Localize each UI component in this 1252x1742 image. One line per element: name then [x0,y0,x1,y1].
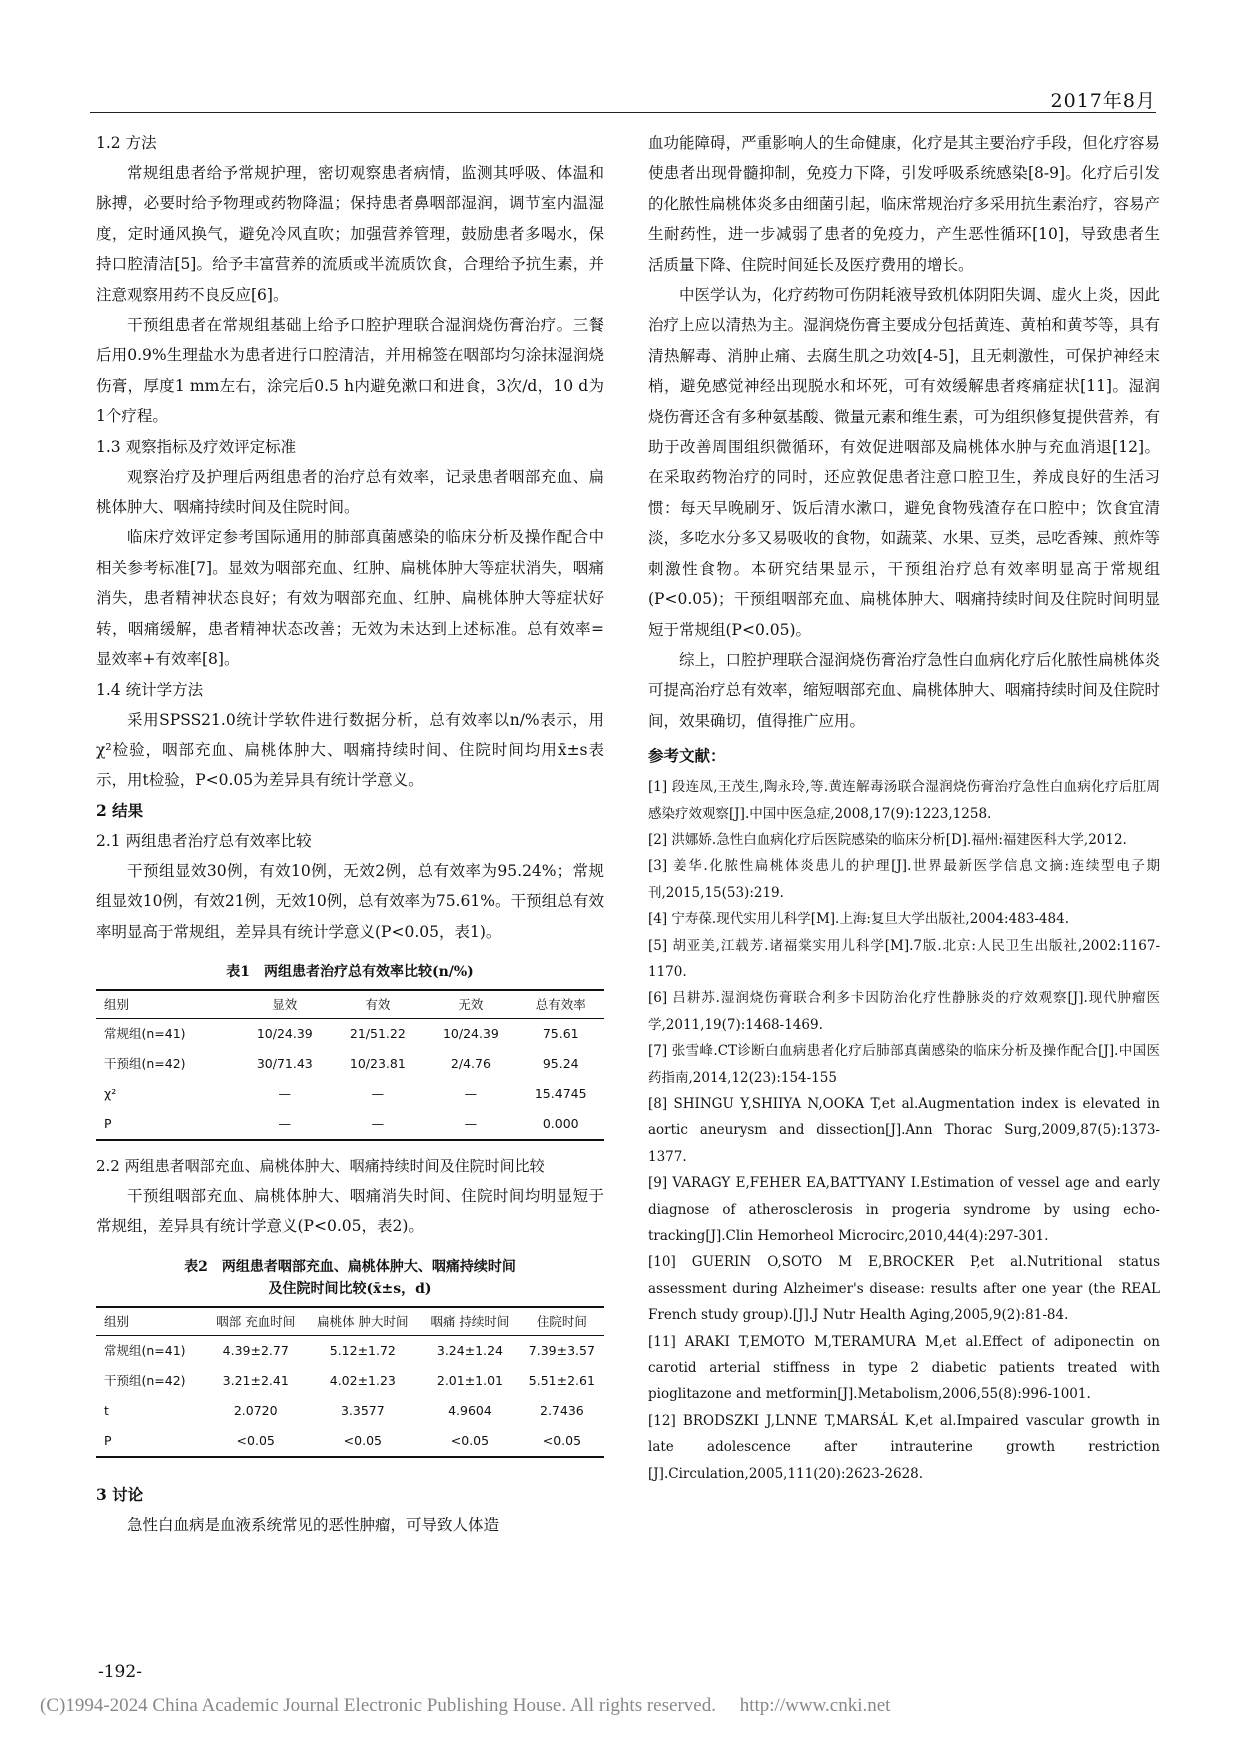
table-cell: 3.3577 [340,1402,385,1418]
table-1-header-cell: 总有效率 [517,990,604,1019]
table-cell: 常规组(n=41) [104,1025,186,1041]
references-title: 参考文献： [648,746,726,766]
table-cell: — [238,1109,331,1140]
table-2-header-cell: 咽痛 持续时间 [420,1307,520,1336]
table-row [96,1049,604,1079]
table-row [96,1396,604,1426]
table-cell: P [96,1109,238,1140]
copyright-notice: (C)1994-2024 China Academic Journal Electronic Publishing House. All rights reserved. http://www.cnki.net [40,1695,891,1716]
table-cell: 95.24 [542,1055,579,1071]
reference-item: [3] 姜华.化脓性扁桃体炎患儿的护理[J].世界最新医学信息文摘:连续型电子期刊,2015,15(53):219. [648,858,1160,901]
left-column [96,128,604,1540]
table-cell: 2.01±1.01 [436,1372,504,1388]
table-cell: 5.12±1.72 [329,1342,396,1358]
discussion-paragraph-continued: 血功能障碍，严重影响人的生命健康，化疗是其主要治疗手段，但化疗容易使患者出现骨髓抑制，免疫力下降，引发呼吸系统感染[8-9]。化疗后引发的化脓性扁桃体炎多由细菌引起，临床常规治疗多采用抗生素治疗，容易产生耐药性，进一步减弱了患者的免疫力，产生恶性循环[10]，导致患者生活质量下降、住院时间延长及医疗费用的增长。 [648,134,1160,274]
table-cell: — [278,1085,292,1101]
table-row [96,1018,604,1049]
section-1-3-title: 1.3 观察指标及疗效评定标准 [96,437,297,456]
discussion-paragraph-2: 中医学认为，化疗药物可伤阴耗液导致机体阴阳失调、虚火上炎，因此治疗上应以清热为主。湿润烧伤膏主要成分包括黄连、黄柏和黄芩等，具有清热解毒、消肿止痛、去腐生肌之功效[4-5]，且无刺激性，可保护神经末梢，避免感觉神经出现脱水和坏死，可有效缓解患者疼痛症状[11]。湿润烧伤膏还含有多种氨基酸、微量元素和维生素，可为组织修复提供营养，有助于改善周围组织微循环，有效促进咽部及扁桃体水肿与充血消退[12]。在采取药物治疗的同时，还应敦促患者注意口腔卫生，养成良好的生活习惯：每天早晚刷牙、饭后清水漱口，避免食物残渣存在口腔中；饮食宜清淡，多吃水分多又易吸收的食物，如蔬菜、水果、豆类，忌吃香辣、煎炸等刺激性食物。本研究结果显示，干预组治疗总有效率明显高于常规组(P<0.05)；干预组咽部充血、扁桃体肿大、咽痛持续时间及住院时间明显短于常规组(P<0.05)。 [648,286,1160,639]
section-1-2-paragraph-1: 常规组患者给予常规护理，密切观察患者病情，监测其呼吸、体温和脉搏，必要时给予物理或药物降温；保持患者鼻咽部湿润，调节室内温湿度，定时通风换气，避免冷风直吹；加强营养管理，鼓励患者多喝水，保持口腔清洁[5]。给予丰富营养的流质或半流质饮食，合理给予抗生素，并注意观察用药不良反应[6]。 [96,164,604,304]
header-rule [90,112,1156,113]
section-1-2-title: 1.2 方法 [96,134,157,152]
table-cell: 4.02±1.23 [329,1372,396,1388]
page-number: -192- [98,1662,142,1682]
section-1-3-paragraph-2: 临床疗效评定参考国际通用的肺部真菌感染的临床分析及操作配合中相关参考标准[7]。显效为咽部充血、红肿、扁桃体肿大等症状消失，咽痛消失，患者精神状态良好；有效为咽部充血、红肿、扁桃体肿大等症状好转，咽痛缓解，患者精神状态改善；无效为未达到上述标准。总有效率=显效率+有效率[8]。 [96,528,604,669]
section-1-3-paragraph-1: 观察治疗及护理后两组患者的治疗总有效率，记录患者咽部充血、扁桃体肿大、咽痛持续时间及住院时间。 [96,467,604,517]
table-cell: 2.0720 [233,1402,278,1418]
table-cell: — [371,1085,385,1101]
table-row [96,1079,604,1109]
table-2-header-cell: 组别 [96,1307,206,1336]
table-1-header-cell: 无效 [424,990,517,1019]
section-1-4-paragraph-1: 采用SPSS21.0统计学软件进行数据分析，总有效率以n/%表示，用χ²检验，咽部充血、扁桃体肿大、咽痛持续时间、住院时间均用x̄±s表示，用t检验，P<0.05为差异具有统计学意义。 [96,710,604,790]
right-column [648,128,1160,1487]
table-cell: 5.51±2.61 [528,1372,595,1388]
table-1-header-cell: 显效 [238,990,331,1019]
table-cell: 3.21±2.41 [222,1372,289,1388]
table-1 [96,989,604,1141]
table-cell: 10/24.39 [256,1025,313,1041]
table-cell: 干预组(n=42) [104,1055,186,1071]
section-2-1-title: 2.1 两组患者治疗总有效率比较 [96,831,312,850]
table-cell: <0.05 [206,1426,306,1457]
header-date: 2017年8月 [1050,90,1156,112]
table-1-caption: 表1 两组患者治疗总有效率比较(n/%) [226,963,474,980]
table-cell: 7.39±3.57 [528,1342,595,1358]
table-cell: 0.000 [517,1109,604,1140]
reference-item: [12] BRODSZKI J,LNNE T,MARSÁL K,et al.Impaired vascular growth in late adolescence after intrauterine growth restriction [J].Circulation,2005,111(20):2623-2628. [648,1412,1160,1482]
table-cell: P [96,1426,206,1457]
table-cell: — [464,1085,478,1101]
table-1-header-cell: 组别 [96,990,238,1019]
table-2-caption-line-1: 表2 两组患者咽部充血、扁桃体肿大、咽痛持续时间 [184,1258,516,1275]
table-cell: <0.05 [420,1426,520,1457]
table-row [96,1366,604,1396]
reference-item: [9] VARAGY E,FEHER EA,BATTYANY I.Estimation of vessel age and early diagnose of atherosclerosis in progeria syndrome by using echo-tracking[J].Clin Hemorheol Microcirc,2010,44(4):297-301. [648,1175,1160,1245]
reference-item: [2] 洪娜娇.急性白血病化疗后医院感染的临床分析[D].福州:福建医科大学,2012. [648,831,1127,848]
table-1-header-row [96,990,604,1019]
table-2 [96,1306,604,1458]
section-2-2-title: 2.2 两组患者咽部充血、扁桃体肿大、咽痛持续时间及住院时间比较 [96,1156,545,1175]
table-2-header-cell: 咽部 充血时间 [206,1307,306,1336]
section-1-2-paragraph-2: 干预组患者在常规组基础上给予口腔护理联合湿润烧伤膏治疗。三餐后用0.9%生理盐水为患者进行口腔清洁，并用棉签在咽部均匀涂抹湿润烧伤膏，厚度1 mm左右，涂完后0.5 h内避免漱口和进食，3次/d，10 d为1个疗程。 [96,316,604,426]
section-3-paragraph-1: 急性白血病是血液系统常见的恶性肿瘤，可导致人体造 [127,1515,500,1534]
table-2-header-cell: 扁桃体 肿大时间 [306,1307,421,1336]
section-2-1-paragraph-1: 干预组显效30例，有效10例，无效2例，总有效率为95.24%；常规组显效10例，有效21例，无效10例，总有效率为75.61%。干预组总有效率明显高于常规组，差异具有统计学意义(P<0.05，表1)。 [96,861,604,941]
table-cell: 30/71.43 [256,1055,313,1071]
section-2-title: 2 结果 [96,800,144,820]
table-cell: 常规组(n=41) [104,1342,186,1358]
reference-item: [1] 段连凤,王茂生,陶永玲,等.黄连解毒汤联合湿润烧伤膏治疗急性白血病化疗后肛周感染疗效观察[J].中国中医急症,2008,17(9):1223,1258. [648,779,1160,822]
table-cell: 15.4745 [534,1085,587,1101]
table-2-header-cell: 住院时间 [520,1307,604,1336]
table-cell: 4.39±2.77 [222,1342,289,1358]
section-2-2-paragraph-1: 干预组咽部充血、扁桃体肿大、咽痛消失时间、住院时间均明显短于常规组，差异具有统计学意义(P<0.05，表2)。 [96,1186,604,1236]
reference-item: [11] ARAKI T,EMOTO M,TERAMURA M,et al.Effect of adiponectin on carotid arterial stiffness in type 2 diabetic patients treated with pioglitazone and metformin[J].Metabolism,2006,55(8):996-1001. [648,1333,1160,1403]
table-row [96,1335,604,1366]
reference-item: [4] 宁寿葆.现代实用儿科学[M].上海:复旦大学出版社,2004:483-484. [648,911,1069,928]
table-cell: t [104,1402,109,1418]
table-cell: 2/4.76 [450,1055,491,1071]
table-cell: 21/51.22 [349,1025,406,1041]
reference-item: [8] SHINGU Y,SHIIYA N,OOKA T,et al.Augmentation index is elevated in aortic aneurysm and dissection[J].Ann Thorac Surg,2009,87(5):1373-1377. [648,1096,1160,1165]
table-row [96,1109,604,1140]
table-cell: 10/23.81 [349,1055,406,1071]
table-cell: 干预组(n=42) [104,1372,186,1388]
table-cell: χ² [104,1085,117,1101]
reference-item: [10] GUERIN O,SOTO M E,BROCKER P,et al.Nutritional status assessment during Alzheimer's disease: results after one year (the REAL French study group).[J].J Nutr Health Aging,2005,9(2):81-84. [648,1254,1160,1324]
table-cell: — [424,1109,517,1140]
table-2-header-row [96,1307,604,1336]
table-cell: — [331,1109,424,1140]
section-3-title: 3 讨论 [96,1484,144,1504]
table-cell: <0.05 [306,1426,421,1457]
table-cell: 4.9604 [448,1402,492,1418]
table-cell: 2.7436 [540,1402,584,1418]
table-cell: 10/24.39 [442,1025,499,1041]
reference-item: [6] 吕耕苏.湿润烧伤膏联合利多卡因防治化疗性静脉炎的疗效观察[J].现代肿瘤医学,2011,19(7):1468-1469. [648,990,1160,1033]
reference-item: [5] 胡亚美,江载芳.诸福棠实用儿科学[M].7版.北京:人民卫生出版社,2002:1167-1170. [648,937,1160,980]
table-cell: 3.24±1.24 [436,1342,504,1358]
table-row [96,1426,604,1457]
table-cell: <0.05 [520,1426,604,1457]
section-1-4-title: 1.4 统计学方法 [96,680,204,699]
table-cell: 75.61 [542,1025,579,1041]
table-2-caption-line-2: 及住院时间比较(x̄±s，d) [268,1280,432,1297]
table-1-header-cell: 有效 [331,990,424,1019]
reference-item: [7] 张雪峰.CT诊断白血病患者化疗后肺部真菌感染的临床分析及操作配合[J].中国医药指南,2014,12(23):154-155 [648,1043,1160,1086]
conclusion-paragraph: 综上，口腔护理联合湿润烧伤膏治疗急性白血病化疗后化脓性扁桃体炎可提高治疗总有效率，缩短咽部充血、扁桃体肿大、咽痛持续时间及住院时间，效果确切，值得推广应用。 [648,650,1160,730]
